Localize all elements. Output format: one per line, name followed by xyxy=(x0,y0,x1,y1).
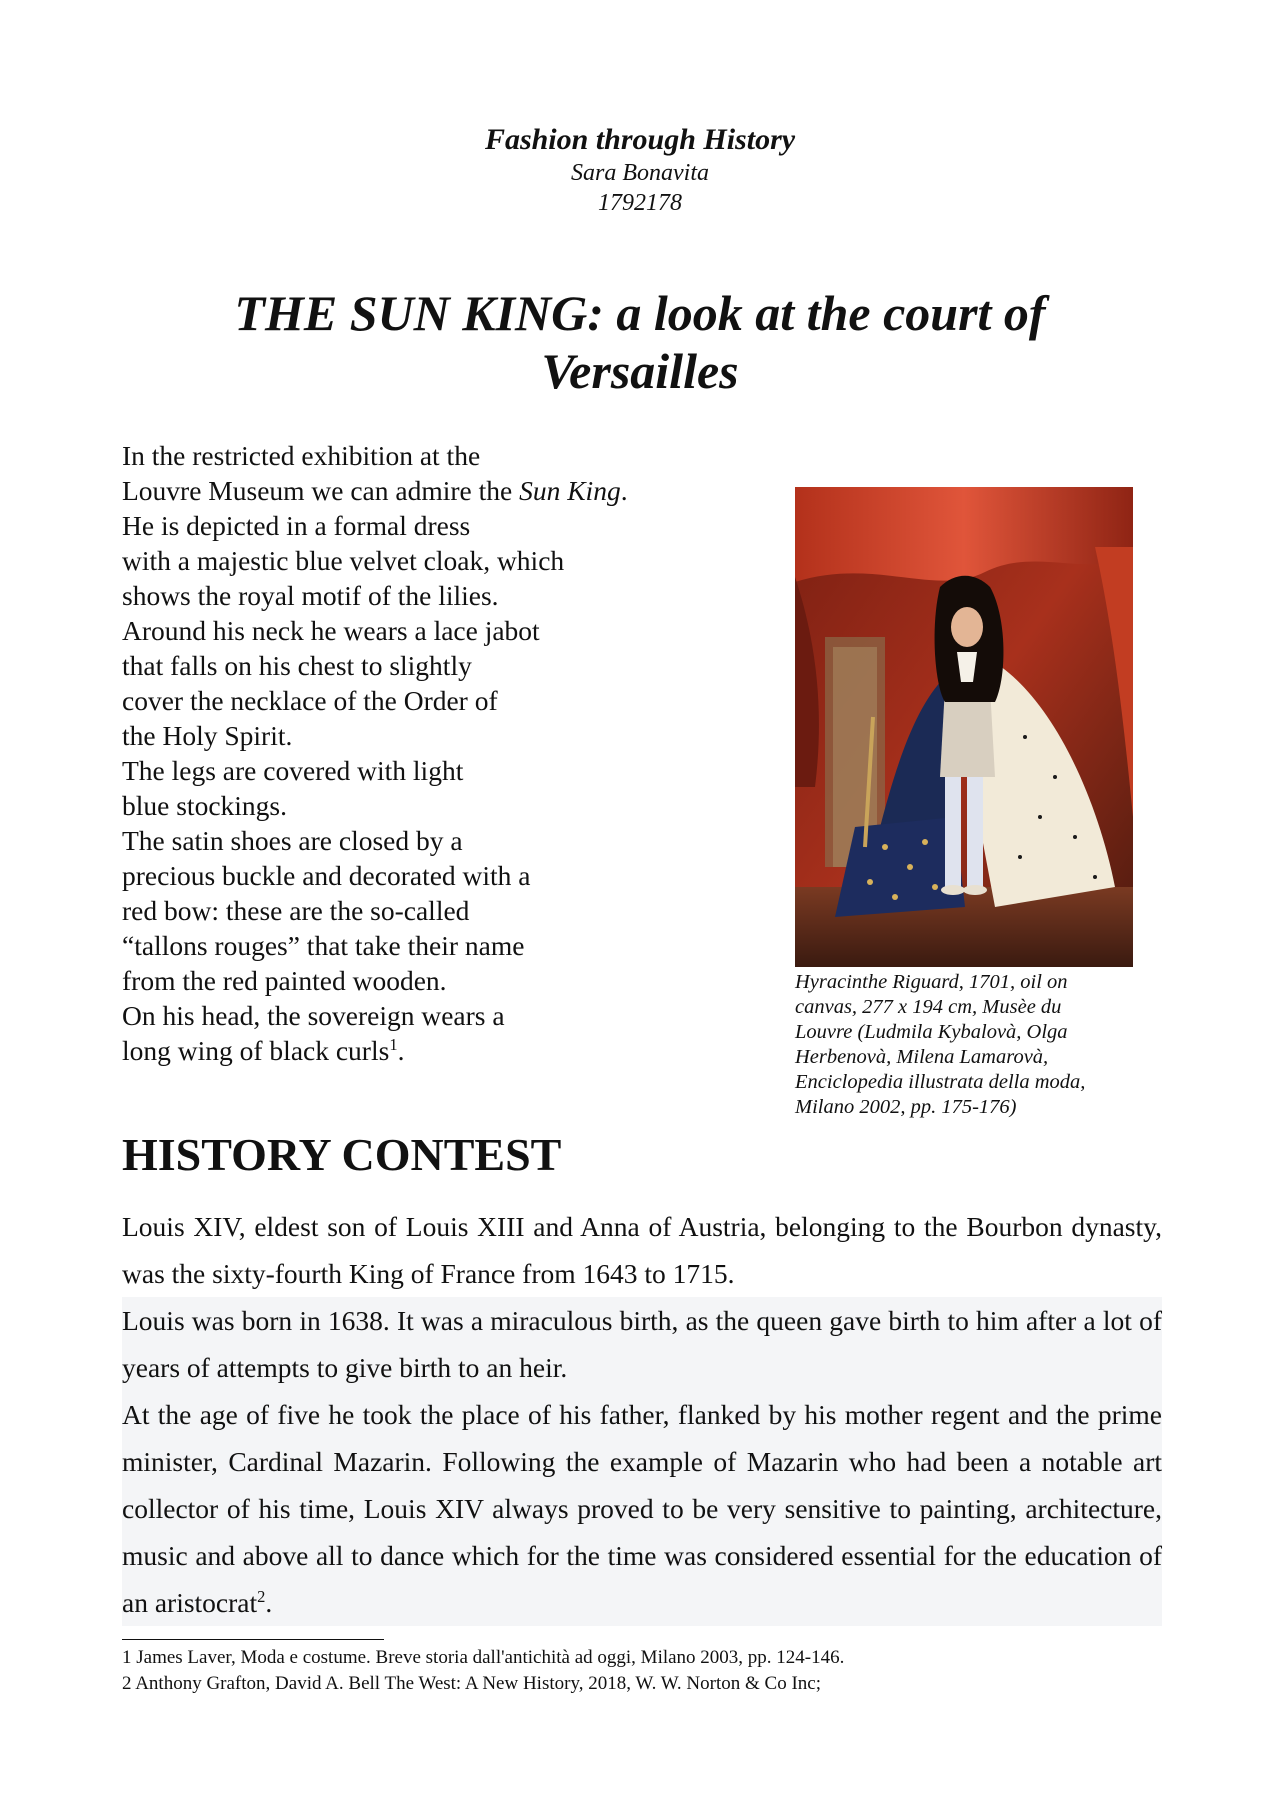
intro-text: Louvre Museum we can admire the xyxy=(122,475,520,506)
document-header xyxy=(0,122,1280,218)
caption-line: canvas, 277 x 194 cm, Musèe du xyxy=(795,996,1062,1018)
caption-line: Hyracinthe Riguard, 1701, oil on xyxy=(795,971,1068,993)
intro-line: Around his neck he wears a lace jabot xyxy=(122,615,540,646)
intro-line: precious buckle and decorated with a xyxy=(122,860,531,891)
history-paragraph xyxy=(122,1391,1162,1626)
caption-line: Enciclopedia illustrata della moda, xyxy=(795,1071,1086,1093)
intro-line: In the restricted exhibition at the xyxy=(122,440,481,471)
intro-line: The satin shoes are closed by a xyxy=(122,825,463,856)
history-paragraph: Louis was born in 1638. It was a miraculous birth, as the queen gave birth to him after a lot of years of attempts to give birth to an heir. xyxy=(122,1305,1162,1383)
history-paragraph: Louis XIV, eldest son of Louis XIII and Anna of Austria, belonging to the Bourbon dynasty, was the sixty-fourth King of France from 1643 to 1715. xyxy=(122,1211,1162,1289)
sun-king-emphasis: Sun King xyxy=(519,475,621,506)
intro-line xyxy=(122,473,742,508)
footnotes xyxy=(122,1645,844,1697)
intro-line: The legs are covered with light xyxy=(122,755,464,786)
intro-line: blue stockings. xyxy=(122,790,287,821)
painting-figure xyxy=(795,487,1135,1120)
course-title: Fashion through History xyxy=(484,123,796,156)
painting-caption xyxy=(795,970,1135,1120)
highlighted-block xyxy=(122,1297,1162,1626)
footnote-ref-1[interactable]: 1 xyxy=(389,1034,398,1054)
footnote-ref-2[interactable]: 2 xyxy=(257,1586,266,1606)
page-title xyxy=(140,284,1140,400)
intro-line: the Holy Spirit. xyxy=(122,720,293,751)
caption-line: Louvre (Ludmila Kybalovà, Olga xyxy=(795,1021,1068,1043)
intro-paragraph xyxy=(122,438,742,1068)
history-section-body xyxy=(122,1203,1162,1626)
footnote-1: 1 James Laver, Moda e costume. Breve storia dall'antichità ad oggi, Milano 2003, pp. 124-146. xyxy=(122,1647,845,1668)
intro-line: shows the royal motif of the lilies. xyxy=(122,580,499,611)
section-heading: HISTORY CONTEST xyxy=(122,1129,562,1180)
intro-line: He is depicted in a formal dress xyxy=(122,510,471,541)
history-text: . xyxy=(265,1587,273,1618)
intro-line: with a majestic blue velvet cloak, which xyxy=(122,545,565,576)
title-line-1: THE SUN KING: a look at the court of xyxy=(234,285,1046,341)
louis-xiv-portrait-image xyxy=(795,487,1133,967)
author-name: Sara Bonavita xyxy=(571,160,709,186)
caption-line: Milano 2002, pp. 175-176) xyxy=(795,1096,1017,1118)
footnote-separator xyxy=(122,1639,384,1640)
caption-line: Herbenovà, Milena Lamarovà, xyxy=(795,1046,1049,1068)
history-text: At the age of five he took the place of his father, flanked by his mother regent and the prime minister, Cardinal Mazarin. Following the example of Mazarin who had been a notable art collector of his time, Louis XIV always proved to be very sensitive to painting, architecture, music and above all to dance which for the time was considered essential for the education of an aristocrat xyxy=(122,1399,1162,1618)
intro-line xyxy=(122,1033,742,1068)
footnote-2: 2 Anthony Grafton, David A. Bell The West: A New History, 2018, W. W. Norton & Co Inc; xyxy=(122,1673,821,1694)
intro-text: long wing of black curls xyxy=(122,1035,390,1066)
title-line-2: Versailles xyxy=(541,343,739,399)
intro-line: from the red painted wooden. xyxy=(122,965,447,996)
intro-line: that falls on his chest to slightly xyxy=(122,650,472,681)
intro-line: red bow: these are the so-called xyxy=(122,895,470,926)
intro-line: cover the necklace of the Order of xyxy=(122,685,498,716)
intro-line: On his head, the sovereign wears a xyxy=(122,1000,505,1031)
student-id: 1792178 xyxy=(598,190,682,216)
intro-text: . xyxy=(397,1035,405,1066)
intro-line: “tallons rouges” that take their name xyxy=(122,930,525,961)
intro-text: . xyxy=(620,475,628,506)
